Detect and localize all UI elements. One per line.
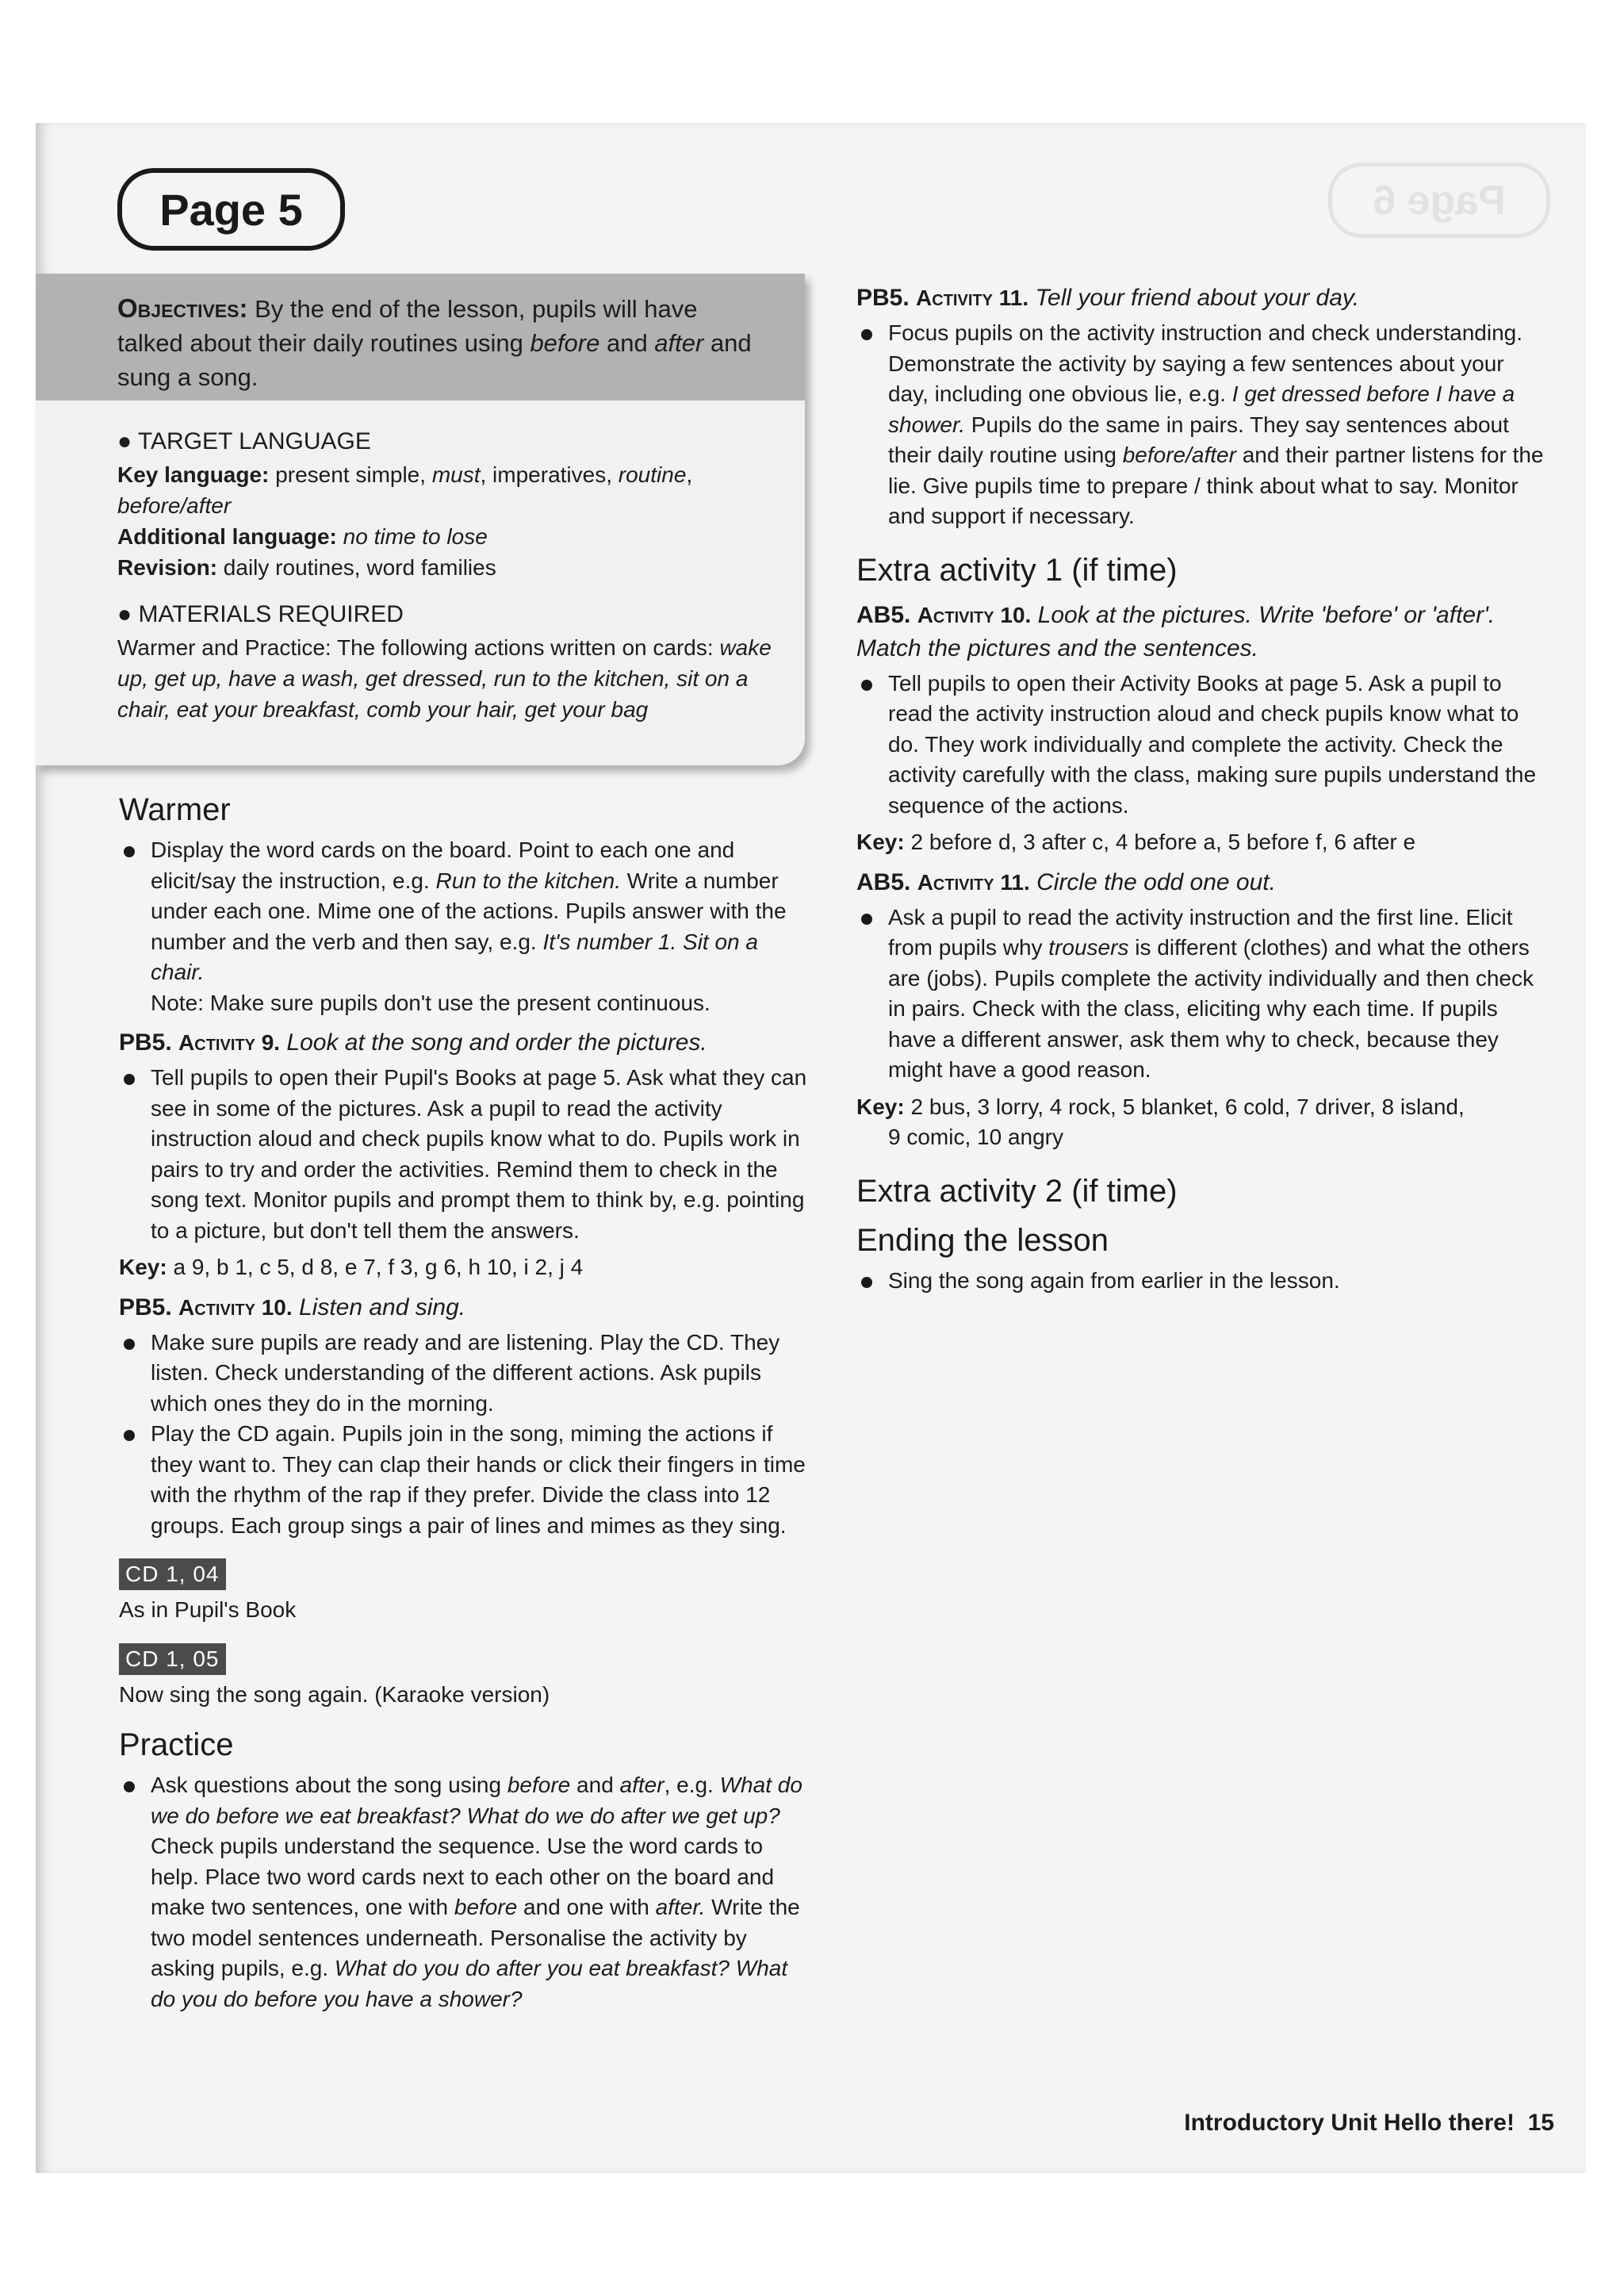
left-column: [119, 781, 809, 2014]
additional-language: Additional language: no time to lose: [117, 524, 488, 549]
objectives-label: Objectives:: [117, 293, 248, 323]
cd-badge: CD 1, 04: [119, 1558, 226, 1590]
page-number: 15: [1527, 2110, 1554, 2136]
pb5-activity-10-heading: PB5. Activity 10. Listen and sing.: [119, 1294, 466, 1320]
page-title: Page 5: [117, 168, 345, 251]
page-footer: [1166, 2110, 1554, 2137]
ab5-activity-10-bullet: Tell pupils to open their Activity Books at page 5. Ask a pupil to read the activity instruction aloud and check pupils know what to do. They work individually and complete the activity. Check the activity carefully with the class, making sure pupils understand the sequence of the actions.: [856, 669, 1546, 822]
pb5-activity-11-bullet: Focus pupils on the activity instruction and check understanding. Demonstrate the activity by saying a few sentences about your day, including one obvious lie, e.g. I get dressed before I have a shower. Pupils do the same in pairs. They say sentences about their daily routine using before/after and their partner listens for the lie. Give pupils time to prepare / think about what to say. Monitor and support if necessary.: [856, 318, 1546, 532]
ab5-activity-10-heading: AB5. Activity 10. Look at the pictures. Write 'before' or 'after'. Match the pictures and the sentences.: [856, 601, 1496, 661]
objectives-header: Objectives: By the end of the lesson, pupils will have talked about their daily routines using before and after and sung a song.: [36, 274, 805, 401]
cd-note: Now sing the song again. (Karaoke version): [119, 1681, 550, 1707]
ending-bullet: Sing the song again from earlier in the lesson.: [856, 1266, 1546, 1297]
ab5-activity-11-key: Key: 2 bus, 3 lorry, 4 rock, 5 blanket, 6 cold, 7 driver, 8 island, 9 comic, 10 angry: [856, 1094, 1465, 1149]
right-column: [856, 282, 1546, 1296]
warmer-heading: Warmer: [119, 792, 231, 827]
ab5-activity-10-key: Key: 2 before d, 3 after c, 4 before a, 5 before f, 6 after e: [856, 830, 1416, 854]
pb5-activity-10-bullet-1: Make sure pupils are ready and are listening. Play the CD. They listen. Check understanding of the different actions. Ask pupils which ones they do in the morning.: [119, 1328, 809, 1420]
revision: Revision: daily routines, word families: [117, 555, 496, 580]
extra-activity-2-heading: Extra activity 2 (if time): [856, 1173, 1178, 1209]
pb5-activity-10-bullet-2: Play the CD again. Pupils join in the song, miming the actions if they want to. They can clap their hands or click their fingers in time with the rhythm of the rap if they prefer. Divide the class into 12 groups. Each group sings a pair of lines and mimes as they sing.: [119, 1419, 809, 1541]
key-language: Key language: present simple, must, imperatives, routine, before/after: [117, 462, 693, 518]
materials-text: Warmer and Practice: The following actions written on cards: wake up, get up, have a wash, get dressed, run to the kitchen, sit on a chair, eat your breakfast, comb your hair, get your bag: [117, 635, 772, 722]
cd-badge: CD 1, 05: [119, 1643, 226, 1675]
unit-title: Introductory Unit Hello there!: [1184, 2110, 1515, 2136]
ending-heading: Ending the lesson: [856, 1222, 1109, 1258]
warmer-bullet: Display the word cards on the board. Point to each one and elicit/say the instruction, e.g. Run to the kitchen. Write a number under each one. Mime one of the actions. Pupils answer with the number and the verb and then say, e.g. It's number 1. Sit on a chair.: [119, 835, 809, 988]
pb5-activity-9-bullet: Tell pupils to open their Pupil's Books at page 5. Ask what they can see in some of the pictures. Ask a pupil to read the activity instruction aloud and check pupils know what to do. Pupils work in pairs to try and order the activities. Remind them to check in the song text. Monitor pupils and prompt them to think by, e.g. pointing to a picture, but don't tell them the answers.: [119, 1063, 809, 1246]
cd-track-2: [119, 1626, 809, 1711]
pb5-activity-9-key: Key: a 9, b 1, c 5, d 8, e 7, f 3, g 6, h 10, i 2, j 4: [119, 1255, 584, 1279]
target-language-heading: ● TARGET LANGUAGE: [117, 428, 371, 454]
pb5-activity-9-heading: PB5. Activity 9. Look at the song and order the pictures.: [119, 1029, 707, 1056]
pb5-activity-11-heading: PB5. Activity 11. Tell your friend about your day.: [856, 285, 1360, 311]
cd-note: As in Pupil's Book: [119, 1597, 297, 1622]
cd-track-1: [119, 1541, 809, 1626]
extra-activity-1-heading: Extra activity 1 (if time): [856, 552, 1178, 588]
materials-heading: ● MATERIALS REQUIRED: [117, 601, 404, 627]
warmer-note: Note: Make sure pupils don't use the present continuous.: [151, 990, 710, 1015]
ab5-activity-11-heading: AB5. Activity 11. Circle the odd one out.: [856, 868, 1276, 895]
objectives-box: [36, 274, 805, 765]
bleed-through-page-tab: Page 6: [1328, 163, 1550, 238]
practice-bullet: Ask questions about the song using before and after, e.g. What do we do before we eat breakfast? What do we do after we get up? Check pupils understand the sequence. Use the word cards to help. Place two word cards next to each other on the board and make two sentences, one with before and one with after. Write the two model sentences underneath. Personalise the activity by asking pupils, e.g. What do you do after you eat breakfast? What do you do before you have a shower?: [119, 1770, 809, 2014]
ab5-activity-11-bullet: Ask a pupil to read the activity instruction and the first line. Elicit from pupils why trousers is different (clothes) and what the others are (jobs). Pupils complete the activity individually and then check in pairs. Check with the class, eliciting why each time. If pupils have a different answer, ask them why to check, because they might have a good reason.: [856, 903, 1546, 1086]
practice-heading: Practice: [119, 1727, 234, 1762]
objectives-body: [36, 401, 805, 725]
